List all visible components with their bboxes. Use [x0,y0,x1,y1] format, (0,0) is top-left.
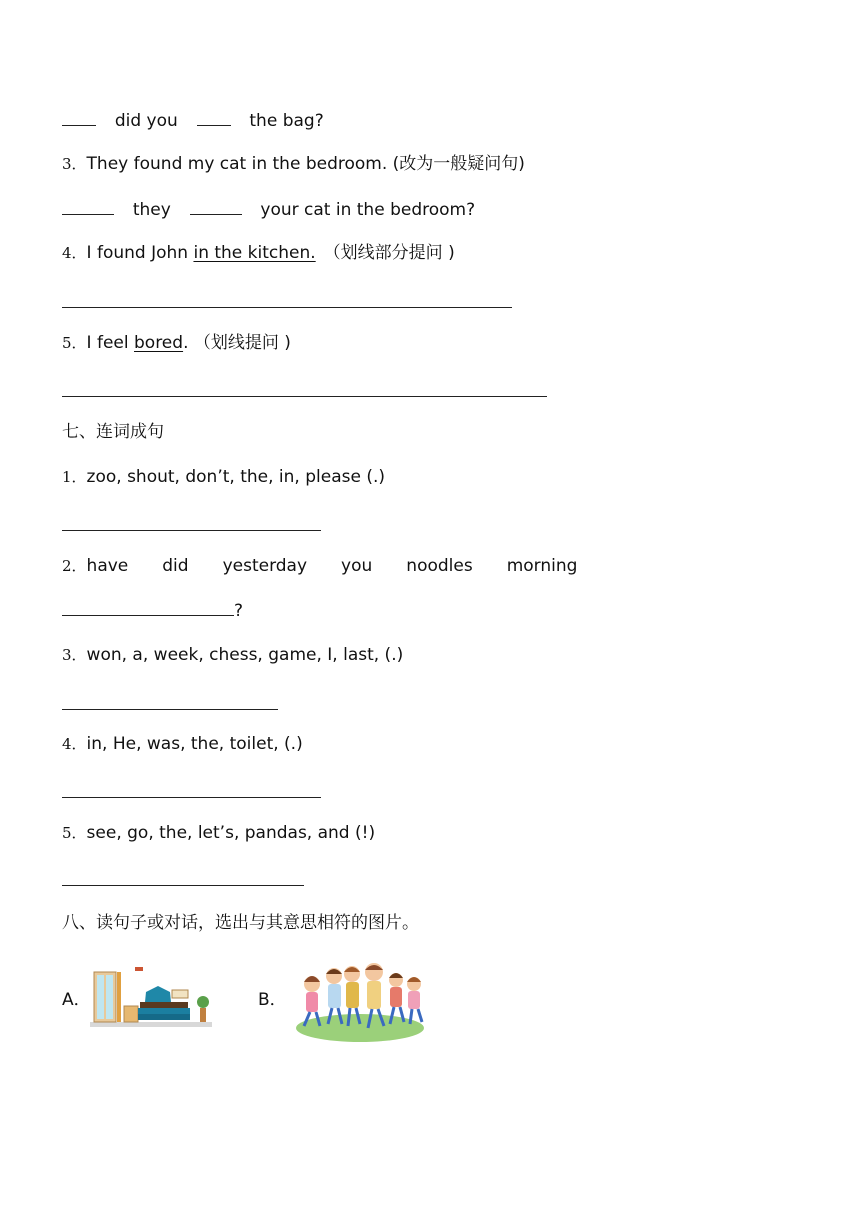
item-number: 3． [62,155,87,173]
children-playing-image[interactable] [292,962,428,1044]
answer-text: your cat in the bedroom? [260,200,476,220]
item-number: 5． [62,334,87,352]
item-text: zoo, shout, don’t, the, in, please (.) [86,467,385,487]
item-instruction: . （划线提问 ) [183,333,291,353]
q6-item3-answer-line [62,198,475,221]
item-text: in, He, was, the, toilet, (.) [86,734,303,754]
answer-text: the bag? [249,111,324,131]
item-number: 1． [62,468,87,486]
item-number: 4． [62,735,87,753]
item-number: 4． [62,244,87,262]
word: did [162,556,189,576]
q6-item4 [62,242,455,264]
s7-item1 [62,466,385,488]
word: you [341,556,373,576]
answer-line[interactable] [62,797,321,798]
item-text: won, a, week, chess, game, I, last, (.) [86,645,404,665]
bedroom-image[interactable] [90,964,212,1028]
answer-blank[interactable] [62,198,114,215]
answer-blank[interactable] [190,198,242,215]
word: have [86,556,129,576]
q6-item2-answer-line [62,109,324,132]
answer-line[interactable] [62,885,304,886]
answer-suffix: ? [234,601,244,621]
item-text: They found my cat in the bedroom. (改为一般疑问句) [86,154,525,174]
option-b-label[interactable]: B． [258,990,287,1010]
s7-item3 [62,644,403,666]
word: noodles [406,556,473,576]
word: morning [506,556,578,576]
underlined-word: bored [134,333,184,353]
answer-line[interactable] [62,709,278,710]
item-number: 5． [62,824,87,842]
answer-text: did you [114,111,178,131]
answer-line[interactable] [62,530,321,531]
answer-blank[interactable] [62,109,96,126]
item-text: I feel [86,333,134,353]
s7-item2-answer [62,599,243,622]
s7-item2 [62,555,577,577]
item-text: I found John [86,243,194,263]
q6-item5 [62,332,291,354]
answer-line[interactable] [62,307,512,308]
underlined-phrase: in the kitchen. [193,243,316,263]
item-number: 3． [62,646,87,664]
item-text: see, go, the, let’s, pandas, and (!) [86,823,376,843]
item-instruction: （划线部分提问 ) [323,243,455,263]
word: yesterday [222,556,308,576]
s7-item5 [62,822,375,844]
option-a-label[interactable]: A． [62,990,91,1010]
answer-text: they [132,200,171,220]
answer-line[interactable] [62,396,547,397]
q6-item3 [62,153,525,175]
section7-title: 七、连词成句 [62,422,164,442]
answer-blank[interactable] [62,599,234,616]
section8-title: 八、读句子或对话，选出与其意思相符的图片。 [62,913,419,933]
s7-item4 [62,733,303,755]
answer-blank[interactable] [197,109,231,126]
item-number: 2． [62,557,87,575]
